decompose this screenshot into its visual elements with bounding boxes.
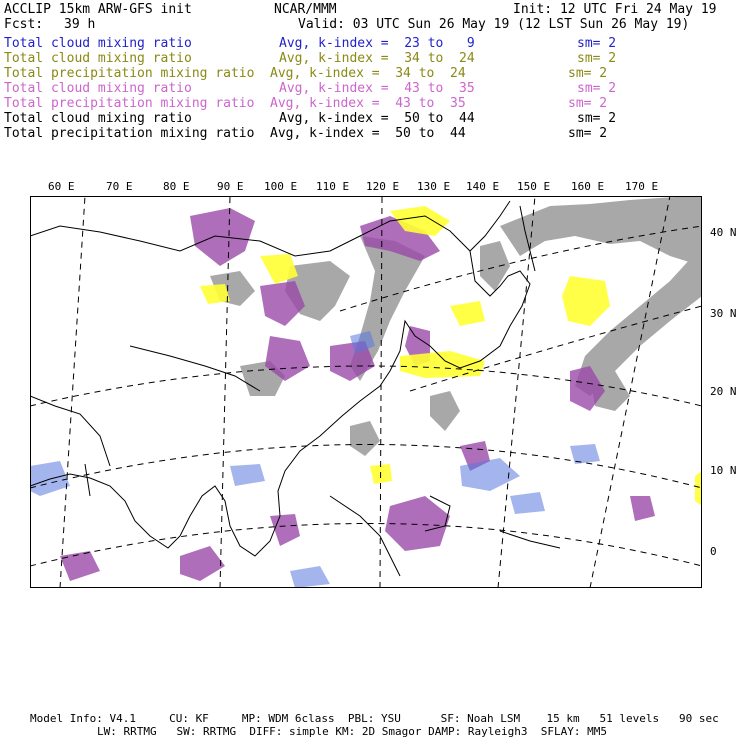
lon-label-130e: 130 E (417, 180, 451, 193)
legend-sm-6: sm= 2 (577, 111, 617, 126)
lon-label-80e: 80 E (163, 180, 190, 193)
legend-avg-7: Avg, k-index = 50 to 44 (270, 126, 466, 141)
lon-label-70e: 70 E (106, 180, 133, 193)
lon-label-170e: 170 E (625, 180, 659, 193)
model-info-line-1: Model Info: V4.1 CU: KF MP: WDM 6class PBL: YSU SF: Noah LSM 15 km 51 levels 90 sec (30, 712, 719, 725)
legend-field-6: Total cloud mixing ratio (4, 111, 192, 126)
lon-label-120e: 120 E (366, 180, 400, 193)
forecast-hour: 39 h (64, 17, 96, 32)
lon-label-100e: 100 E (264, 180, 298, 193)
legend-field-3: Total precipitation mixing ratio (4, 66, 255, 81)
legend-field-5: Total precipitation mixing ratio (4, 96, 255, 111)
lat-label-20n: 20 N (710, 385, 737, 398)
map-title: ACCLIP 15km ARW-GFS init (4, 2, 192, 17)
lon-label-160e: 160 E (571, 180, 605, 193)
legend-field-7: Total precipitation mixing ratio (4, 126, 255, 141)
legend-field-4: Total cloud mixing ratio (4, 81, 192, 96)
legend-sm-2: sm= 2 (577, 51, 617, 66)
lat-label-0: 0 (710, 545, 717, 558)
legend-avg-3: Avg, k-index = 34 to 24 (270, 66, 466, 81)
legend-avg-4: Avg, k-index = 43 to 35 (279, 81, 475, 96)
init-time: Init: 12 UTC Fri 24 May 19 (513, 2, 717, 17)
lon-label-110e: 110 E (316, 180, 350, 193)
legend-field-2: Total cloud mixing ratio (4, 51, 192, 66)
legend-sm-4: sm= 2 (577, 81, 617, 96)
lat-label-40n: 40 N (710, 226, 737, 239)
legend-field-1: Total cloud mixing ratio (4, 36, 192, 51)
legend-sm-3: sm= 2 (568, 66, 608, 81)
lon-label-140e: 140 E (466, 180, 500, 193)
organization-label: NCAR/MMM (274, 2, 337, 17)
lon-label-150e: 150 E (517, 180, 551, 193)
valid-time: Valid: 03 UTC Sun 26 May 19 (12 LST Sun 26 May 19) (298, 17, 690, 32)
forecast-map (30, 196, 702, 588)
legend-sm-1: sm= 2 (577, 36, 617, 51)
legend-avg-6: Avg, k-index = 50 to 44 (279, 111, 475, 126)
lon-label-90e: 90 E (217, 180, 244, 193)
legend-avg-5: Avg, k-index = 43 to 35 (270, 96, 466, 111)
lon-label-60e: 60 E (48, 180, 75, 193)
legend-sm-5: sm= 2 (568, 96, 608, 111)
legend-sm-7: sm= 2 (568, 126, 608, 141)
model-info-line-2: LW: RRTMG SW: RRTMG DIFF: simple KM: 2D Smagor DAMP: Rayleigh3 SFLAY: MM5 (97, 725, 607, 738)
lat-label-30n: 30 N (710, 307, 737, 320)
forecast-label: Fcst: (4, 17, 44, 32)
legend-avg-1: Avg, k-index = 23 to 9 (279, 36, 475, 51)
lat-label-10n: 10 N (710, 464, 737, 477)
legend-avg-2: Avg, k-index = 34 to 24 (279, 51, 475, 66)
